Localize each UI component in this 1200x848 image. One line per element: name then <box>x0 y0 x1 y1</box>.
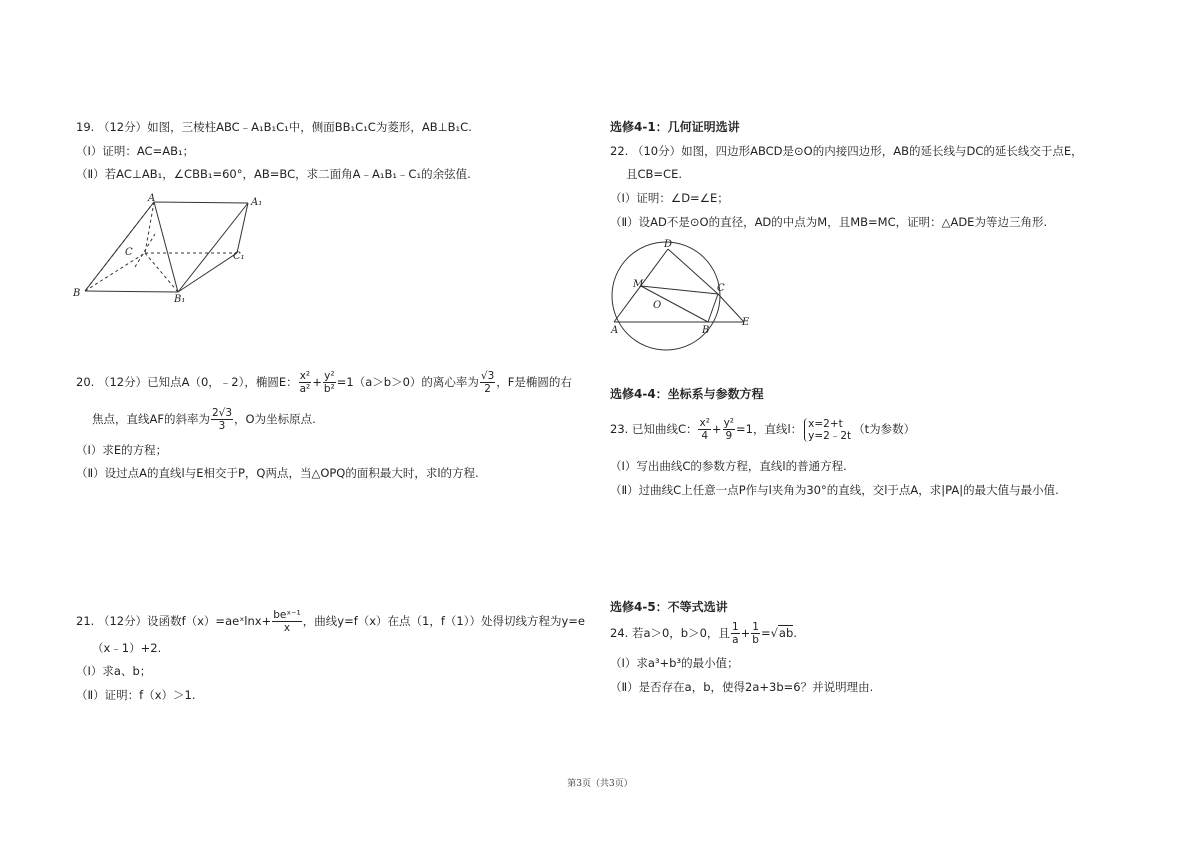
label-b1: B₁ <box>174 294 186 305</box>
q22-line1: 22. （10分）如图，四边形ABCD是⊙O的内接四边形，AB的延长线与DC的延长线交于点E， <box>610 144 1083 158</box>
frac-num: y² <box>324 370 335 382</box>
q24-part1: （Ⅰ）求a³+b³的最小值； <box>610 656 739 670</box>
system-eq2: y=2﹣2t <box>808 429 852 442</box>
q20-line1: 20. （12分）已知点A（0，﹣2），椭圆E： $\frac{\text{x²}}{\text{a²}}$ + $\frac{\text{y²}}{\text{b²}}$ =1（a＞b＞0）的离心率为 $\frac{√3}{2}$ ，F是椭圆的右 <box>76 370 572 395</box>
q23-text2: =1，直线l： <box>736 422 803 436</box>
q24-part2: （Ⅱ）是否存在a，b，使得2a+3b=6？并说明理由. <box>610 680 874 694</box>
section-heading-4-1: 选修4-1：几何证明选讲 <box>610 120 740 134</box>
frac-den: 3 <box>218 420 226 432</box>
frac-den: b <box>752 634 759 646</box>
q21-part1: （Ⅰ）求a、b； <box>76 664 152 678</box>
q20-text1: 20. （12分）已知点A（0，﹣2），椭圆E： <box>76 375 298 389</box>
frac-den: x <box>283 622 291 634</box>
label-a: A <box>611 325 619 336</box>
q21-text2: ，曲线y=f（x）在点（1，f（1））处得切线方程为y=e <box>302 614 586 628</box>
frac-num: 2√3 <box>211 407 233 419</box>
q23-text3: （t为参数） <box>853 422 916 436</box>
label-c: C <box>125 247 133 258</box>
q23-line1: 23. 已知曲线C： $\frac{\text{x²}}{4}$ + $\frac{\text{y²}}{9}$ =1，直线l： x=2+t y=2﹣2t （t为参数） <box>610 417 916 442</box>
frac-num: x² <box>699 417 710 429</box>
q19-title: 19. （12分）如图，三棱柱ABC﹣A₁B₁C₁中，侧面BB₁C₁C为菱形，AB⊥B₁C. <box>76 120 472 134</box>
frac-den: 9 <box>725 430 733 442</box>
q21-part2: （Ⅱ）证明：f（x）＞1. <box>76 688 196 702</box>
frac-bex <box>272 609 302 634</box>
q21-line1 <box>76 605 585 637</box>
label-c: C <box>717 283 725 294</box>
frac-den: a <box>732 634 739 646</box>
q23-part1: （Ⅰ）写出曲线C的参数方程，直线l的普通方程. <box>610 459 847 473</box>
q20-text2: ，F是椭圆的右 <box>496 375 572 389</box>
q22-part2: （Ⅱ）设AD不是⊙O的直径，AD的中点为M，且MB=MC，证明：△ADE为等边三角形. <box>610 215 1048 229</box>
frac-1-b <box>751 621 760 646</box>
section-heading-4-5: 选修4-5：不等式选讲 <box>610 600 728 614</box>
frac-den: a² <box>299 383 311 395</box>
frac-den: b² <box>323 383 335 395</box>
frac-num: x² <box>299 370 311 382</box>
frac-x2-4 <box>698 417 710 442</box>
q20-part2: （Ⅱ）设过点A的直线l与E相交于P，Q两点，当△OPQ的面积最大时，求l的方程. <box>76 466 479 480</box>
label-a1: A₁ <box>251 197 263 208</box>
q20-line2 <box>92 403 316 435</box>
frac-x2-a2 <box>299 370 312 395</box>
q24-text1: 24. 若a＞0，b＞0，且 <box>610 626 730 640</box>
frac-den: 2 <box>484 383 491 395</box>
section-heading-4-4: 选修4-4：坐标系与参数方程 <box>610 387 764 401</box>
sqrt-ab: ab <box>778 626 794 640</box>
label-b: B <box>73 288 81 299</box>
frac-num: beˣ⁻¹ <box>273 609 301 621</box>
prism-figure <box>70 192 263 307</box>
q24-line1: 24. 若a＞0，b＞0，且 $\frac{1}{a}$ + $\frac{1}{b}$ =√ab. <box>610 621 797 646</box>
frac-1-a <box>731 621 740 646</box>
q19-part1: （Ⅰ）证明：AC=AB₁； <box>76 144 195 158</box>
q19-part2: （Ⅱ）若AC⊥AB₁，∠CBB₁=60°，AB=BC，求二面角A﹣A₁B₁﹣C₁的余弦值. <box>76 167 471 181</box>
page-footer: 第3页（共3页） <box>567 779 633 789</box>
circle-figure <box>606 236 766 358</box>
label-c1: C₁ <box>233 251 245 262</box>
frac-den: 4 <box>701 430 709 442</box>
label-e: E <box>742 317 750 328</box>
label-b: B <box>702 325 710 336</box>
label-o: O <box>653 300 662 311</box>
q23-part2: （Ⅱ）过曲线C上任意一点P作与l夹角为30°的直线，交l于点A，求|PA|的最大值与最小值. <box>610 483 1059 497</box>
frac-num: √3 <box>480 370 495 382</box>
q24-end: . <box>793 626 797 640</box>
equation-system <box>804 418 851 442</box>
frac-eccentricity <box>480 370 495 395</box>
frac-num: 1 <box>731 621 739 633</box>
q20-text3: 焦点，直线AF的斜率为 <box>92 412 210 426</box>
q20-text4: ，O为坐标原点. <box>234 412 316 426</box>
q21-text1: 21. （12分）设函数f（x）=aeˣlnx+ <box>76 614 272 628</box>
frac-y2-b2 <box>323 370 336 395</box>
q23-text1: 23. 已知曲线C： <box>610 422 698 436</box>
frac-num: 1 <box>752 621 759 633</box>
label-a: A <box>148 193 156 204</box>
q22-line2: 且CB=CE. <box>626 167 683 181</box>
q22-part1: （Ⅰ）证明：∠D=∠E； <box>610 191 729 205</box>
q21-line2: （x﹣1）+2. <box>92 641 162 655</box>
label-m: M <box>633 279 644 290</box>
label-d: D <box>664 239 673 250</box>
q20-eq1: =1（a＞b＞0）的离心率为 <box>336 375 479 389</box>
frac-y2-9 <box>723 417 735 442</box>
q20-part1: （Ⅰ）求E的方程； <box>76 443 168 457</box>
q24-eq: = <box>760 626 771 640</box>
frac-slope <box>211 407 233 432</box>
system-eq1: x=2+t <box>808 417 843 430</box>
frac-num: y² <box>723 417 734 429</box>
